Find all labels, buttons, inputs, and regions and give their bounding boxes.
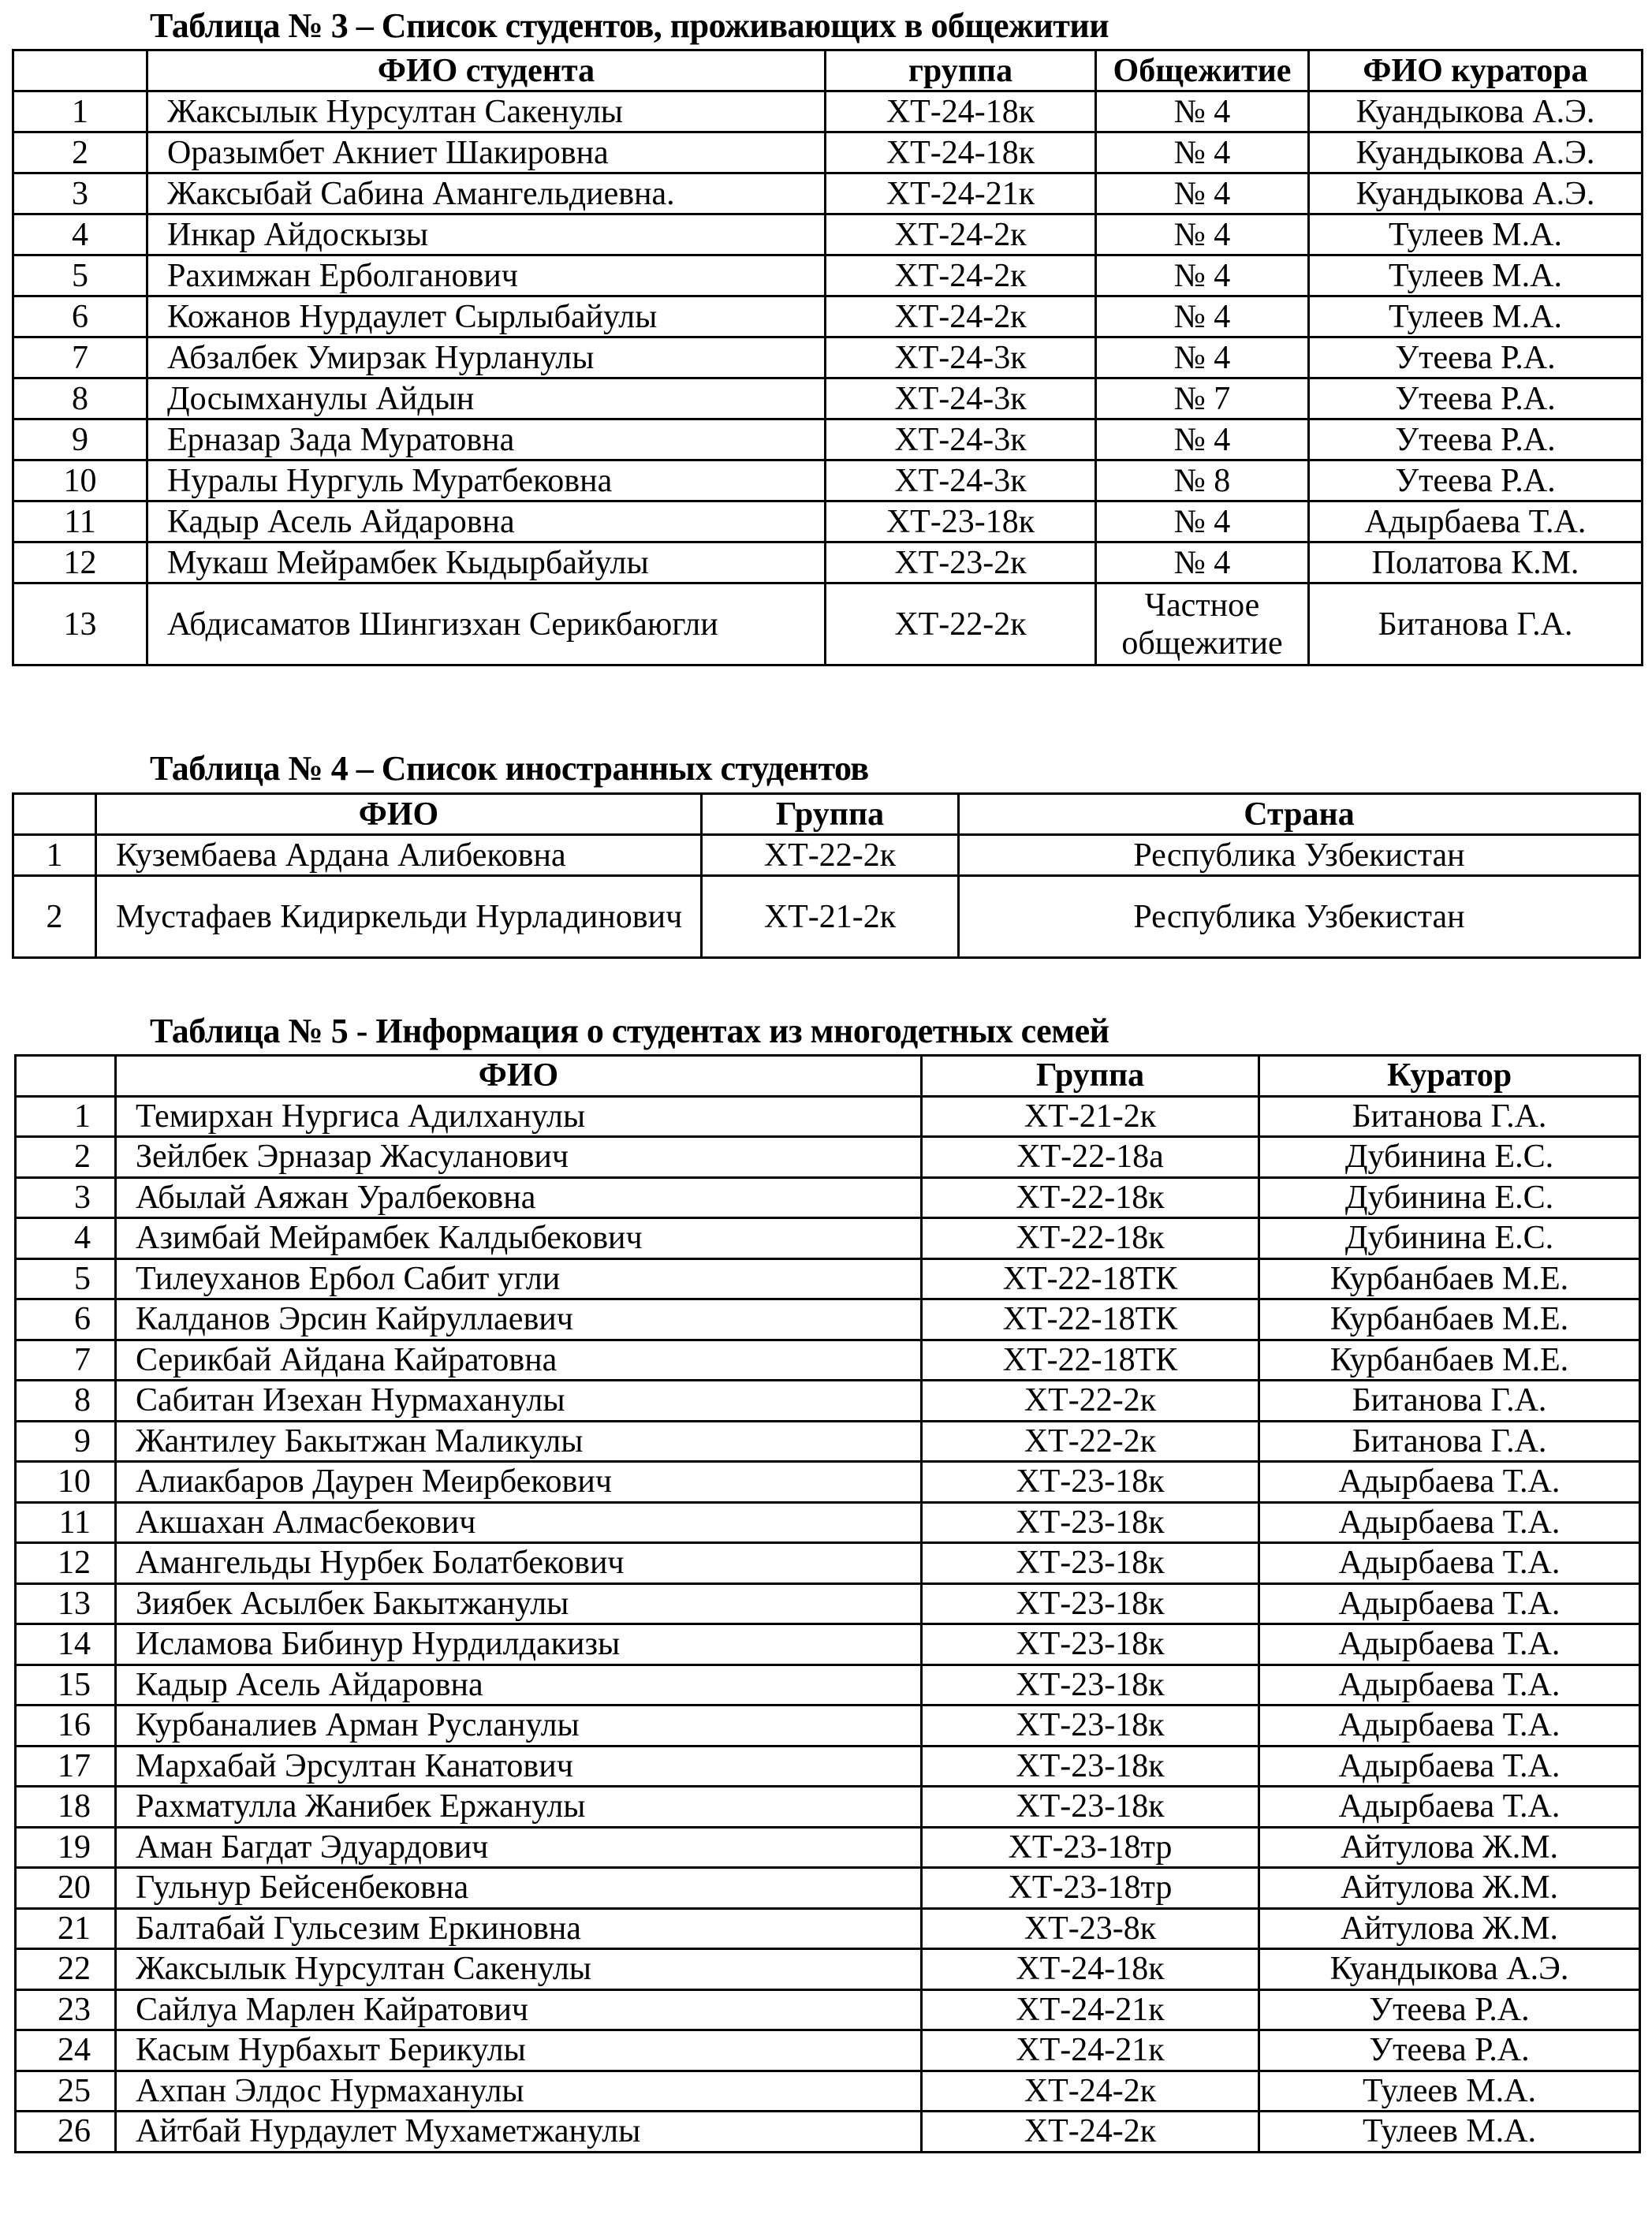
student-name: Жантилеу Бакытжан Маликулы: [116, 1421, 922, 1462]
row-number: 14: [16, 1624, 116, 1665]
row-number: 24: [16, 2030, 116, 2071]
group-code: ХТ-24-2к: [922, 2071, 1259, 2112]
student-name: Мархабай Эрсултан Канатович: [116, 1746, 922, 1787]
row-number: 6: [13, 296, 147, 337]
student-name: Касым Нурбахыт Берикулы: [116, 2030, 922, 2071]
table3-body: [13, 91, 1643, 665]
header-full-name: ФИО: [116, 1056, 922, 1097]
row-number: 2: [16, 1137, 116, 1178]
row-number: 5: [13, 255, 147, 296]
student-name: Рахматулла Жанибек Ержанулы: [116, 1787, 922, 1828]
dormitory: № 7: [1096, 378, 1309, 419]
curator-name: Утеева Р.А.: [1309, 337, 1643, 378]
group-code: ХТ-21-2к: [702, 876, 959, 958]
group-code: ХТ-23-18к: [922, 1543, 1259, 1584]
table5-header-row: [16, 1056, 1640, 1097]
group-code: ХТ-24-21к: [922, 1989, 1259, 2030]
student-name: Абдисаматов Шингизхан Серикбаюгли: [147, 583, 826, 665]
student-name: Амангельды Нурбек Болатбекович: [116, 1543, 922, 1584]
row-number: 12: [16, 1543, 116, 1584]
curator-name: Куандыкова А.Э.: [1309, 91, 1643, 132]
student-name: Алиакбаров Даурен Меирбекович: [116, 1462, 922, 1503]
table-row: [16, 1787, 1640, 1828]
table-row: [16, 1340, 1640, 1381]
group-code: ХТ-23-18к: [922, 1787, 1259, 1828]
student-name: Инкар Айдоскызы: [147, 214, 826, 255]
group-code: ХТ-23-18к: [922, 1624, 1259, 1665]
student-name: Жаксылык Нурсултан Сакенулы: [147, 91, 826, 132]
row-number: 2: [13, 132, 147, 173]
table-row: [16, 1706, 1640, 1747]
table4-header-row: [13, 794, 1640, 835]
curator-name: Адырбаева Т.А.: [1259, 1502, 1640, 1543]
group-code: ХТ-24-18к: [826, 132, 1096, 173]
table-row: [16, 1624, 1640, 1665]
curator-name: Тулеев М.А.: [1259, 2112, 1640, 2153]
table4-foreign-students: [12, 792, 1641, 959]
row-number: 18: [16, 1787, 116, 1828]
row-number: 3: [13, 173, 147, 214]
header-country: Страна: [959, 794, 1640, 835]
header-full-name: ФИО: [96, 794, 702, 835]
group-code: ХТ-22-2к: [826, 583, 1096, 665]
student-name: Рахимжан Ерболганович: [147, 255, 826, 296]
student-name: Ерназар Зада Муратовна: [147, 419, 826, 460]
table-row: [16, 1462, 1640, 1503]
curator-name: Курбанбаев М.Е.: [1259, 1258, 1640, 1299]
curator-name: Адырбаева Т.А.: [1259, 1583, 1640, 1624]
curator-name: Куандыкова А.Э.: [1309, 173, 1643, 214]
curator-name: Адырбаева Т.А.: [1259, 1462, 1640, 1503]
row-number: 10: [16, 1462, 116, 1503]
table-row: [16, 1664, 1640, 1706]
table4-title: Таблица № 4 – Список иностранных студентов: [150, 749, 869, 788]
group-code: ХТ-22-18ТК: [922, 1340, 1259, 1381]
row-number: 22: [16, 1949, 116, 1990]
group-code: ХТ-24-2к: [826, 255, 1096, 296]
curator-name: Адырбаева Т.А.: [1259, 1787, 1640, 1828]
group-code: ХТ-22-2к: [702, 835, 959, 876]
header-group: Группа: [702, 794, 959, 835]
group-code: ХТ-22-2к: [922, 1421, 1259, 1462]
header-number: [13, 50, 147, 91]
group-code: ХТ-23-18тр: [922, 1868, 1259, 1909]
table-row: [16, 1746, 1640, 1787]
table-row: [16, 1218, 1640, 1259]
dormitory: № 4: [1096, 337, 1309, 378]
curator-name: Адырбаева Т.А.: [1259, 1543, 1640, 1584]
table-row: [13, 876, 1640, 958]
student-name: Досымханулы Айдын: [147, 378, 826, 419]
row-number: 17: [16, 1746, 116, 1787]
student-name: Зиябек Асылбек Бакытжанулы: [116, 1583, 922, 1624]
student-name: Нуралы Нургуль Муратбековна: [147, 460, 826, 501]
group-code: ХТ-22-18к: [922, 1177, 1259, 1218]
group-code: ХТ-23-18тр: [922, 1827, 1259, 1868]
curator-name: Дубинина Е.С.: [1259, 1137, 1640, 1178]
header-number: [16, 1056, 116, 1097]
student-name: Жаксыбай Сабина Амангельдиевна.: [147, 173, 826, 214]
row-number: 25: [16, 2071, 116, 2112]
row-number: 26: [16, 2112, 116, 2153]
header-number: [13, 794, 96, 835]
curator-name: Утеева Р.А.: [1309, 419, 1643, 460]
curator-name: Адырбаева Т.А.: [1259, 1624, 1640, 1665]
group-code: ХТ-24-18к: [826, 91, 1096, 132]
curator-name: Адырбаева Т.А.: [1259, 1664, 1640, 1706]
student-name: Балтабай Гульсезим Еркиновна: [116, 1908, 922, 1949]
curator-name: Утеева Р.А.: [1259, 2030, 1640, 2071]
group-code: ХТ-24-3к: [826, 460, 1096, 501]
dormitory: № 4: [1096, 214, 1309, 255]
table-row: [13, 296, 1643, 337]
group-code: ХТ-22-18а: [922, 1137, 1259, 1178]
curator-name: Курбанбаев М.Е.: [1259, 1299, 1640, 1340]
table-row: [13, 583, 1643, 665]
curator-name: Куандыкова А.Э.: [1309, 132, 1643, 173]
header-curator: ФИО куратора: [1309, 50, 1643, 91]
student-name: Абылай Аяжан Уралбековна: [116, 1177, 922, 1218]
country: Республика Узбекистан: [959, 876, 1640, 958]
curator-name: Битанова Г.А.: [1259, 1381, 1640, 1422]
student-name: Серикбай Айдана Кайратовна: [116, 1340, 922, 1381]
group-code: ХТ-24-21к: [922, 2030, 1259, 2071]
dormitory: № 4: [1096, 91, 1309, 132]
row-number: 15: [16, 1664, 116, 1706]
curator-name: Айтулова Ж.М.: [1259, 1908, 1640, 1949]
curator-name: Дубинина Е.С.: [1259, 1177, 1640, 1218]
row-number: 7: [13, 337, 147, 378]
table4-body: [13, 835, 1640, 958]
student-name: Аман Багдат Эдуардович: [116, 1827, 922, 1868]
dormitory: Частное общежитие: [1096, 583, 1309, 665]
group-code: ХТ-24-2к: [826, 214, 1096, 255]
header-group: группа: [826, 50, 1096, 91]
table-row: [16, 1421, 1640, 1462]
curator-name: Айтулова Ж.М.: [1259, 1827, 1640, 1868]
group-code: ХТ-24-3к: [826, 378, 1096, 419]
curator-name: Дубинина Е.С.: [1259, 1218, 1640, 1259]
dormitory: № 4: [1096, 296, 1309, 337]
row-number: 23: [16, 1989, 116, 2030]
table-row: [16, 1868, 1640, 1909]
table3-header-row: [13, 50, 1643, 91]
table-row: [13, 337, 1643, 378]
row-number: 11: [13, 501, 147, 542]
row-number: 9: [13, 419, 147, 460]
row-number: 2: [13, 876, 96, 958]
curator-name: Тулеев М.А.: [1259, 2071, 1640, 2112]
student-name: Жаксылык Нурсултан Сакенулы: [116, 1949, 922, 1990]
student-name: Айтбай Нурдаулет Мухаметжанулы: [116, 2112, 922, 2153]
group-code: ХТ-22-2к: [922, 1381, 1259, 1422]
student-name: Азимбай Мейрамбек Калдыбекович: [116, 1218, 922, 1259]
table-row: [16, 1177, 1640, 1218]
table-row: [16, 1258, 1640, 1299]
group-code: ХТ-24-3к: [826, 337, 1096, 378]
table5-large-family-students: [14, 1054, 1641, 2153]
row-number: 20: [16, 1868, 116, 1909]
student-name: Калданов Эрсин Кайруллаевич: [116, 1299, 922, 1340]
table-row: [13, 542, 1643, 583]
table3-title: Таблица № 3 – Список студентов, проживающих в общежитии: [150, 6, 1109, 45]
student-name: Абзалбек Умирзак Нурланулы: [147, 337, 826, 378]
table-row: [16, 1502, 1640, 1543]
table-row: [13, 255, 1643, 296]
group-code: ХТ-23-18к: [922, 1462, 1259, 1503]
curator-name: Утеева Р.А.: [1259, 1989, 1640, 2030]
row-number: 1: [13, 835, 96, 876]
dormitory: № 8: [1096, 460, 1309, 501]
group-code: ХТ-23-18к: [922, 1664, 1259, 1706]
curator-name: Адырбаева Т.А.: [1259, 1746, 1640, 1787]
student-name: Мукаш Мейрамбек Кыдырбайулы: [147, 542, 826, 583]
table-row: [16, 2071, 1640, 2112]
group-code: ХТ-21-2к: [922, 1096, 1259, 1137]
row-number: 16: [16, 1706, 116, 1747]
row-number: 5: [16, 1258, 116, 1299]
table-row: [16, 1096, 1640, 1137]
group-code: ХТ-23-2к: [826, 542, 1096, 583]
group-code: ХТ-24-3к: [826, 419, 1096, 460]
group-code: ХТ-22-18ТК: [922, 1299, 1259, 1340]
curator-name: Утеева Р.А.: [1309, 460, 1643, 501]
table-row: [13, 835, 1640, 876]
row-number: 3: [16, 1177, 116, 1218]
header-student-name: ФИО студента: [147, 50, 826, 91]
group-code: ХТ-24-21к: [826, 173, 1096, 214]
table-row: [13, 173, 1643, 214]
curator-name: Куандыкова А.Э.: [1259, 1949, 1640, 1990]
row-number: 8: [13, 378, 147, 419]
table5-body: [16, 1096, 1640, 2152]
curator-name: Утеева Р.А.: [1309, 378, 1643, 419]
group-code: ХТ-23-18к: [826, 501, 1096, 542]
curator-name: Адырбаева Т.А.: [1309, 501, 1643, 542]
table-row: [16, 1299, 1640, 1340]
student-name: Кадыр Асель Айдаровна: [147, 501, 826, 542]
student-name: Курбаналиев Арман Русланулы: [116, 1706, 922, 1747]
table-row: [13, 501, 1643, 542]
group-code: ХТ-23-18к: [922, 1746, 1259, 1787]
group-code: ХТ-24-2к: [826, 296, 1096, 337]
dormitory: № 4: [1096, 419, 1309, 460]
dormitory: № 4: [1096, 132, 1309, 173]
table-row: [13, 460, 1643, 501]
dormitory: № 4: [1096, 542, 1309, 583]
curator-name: Полатова К.М.: [1309, 542, 1643, 583]
student-name: Сабитан Изехан Нурмаханулы: [116, 1381, 922, 1422]
table-row: [13, 214, 1643, 255]
student-name: Кадыр Асель Айдаровна: [116, 1664, 922, 1706]
row-number: 1: [13, 91, 147, 132]
row-number: 7: [16, 1340, 116, 1381]
table5-title: Таблица № 5 - Информация о студентах из многодетных семей: [150, 1012, 1109, 1050]
student-name: Ахпан Элдос Нурмаханулы: [116, 2071, 922, 2112]
student-name: Сайлуа Марлен Кайратович: [116, 1989, 922, 2030]
group-code: ХТ-24-2к: [922, 2112, 1259, 2153]
table-row: [13, 419, 1643, 460]
group-code: ХТ-23-18к: [922, 1502, 1259, 1543]
row-number: 1: [16, 1096, 116, 1137]
dormitory: № 4: [1096, 501, 1309, 542]
row-number: 13: [16, 1583, 116, 1624]
row-number: 4: [16, 1218, 116, 1259]
student-name: Кожанов Нурдаулет Сырлыбайулы: [147, 296, 826, 337]
row-number: 4: [13, 214, 147, 255]
group-code: ХТ-23-8к: [922, 1908, 1259, 1949]
row-number: 19: [16, 1827, 116, 1868]
student-name: Тилеуханов Ербол Сабит угли: [116, 1258, 922, 1299]
student-name: Мустафаев Кидиркельди Нурладинович: [96, 876, 702, 958]
curator-name: Битанова Г.А.: [1259, 1421, 1640, 1462]
curator-name: Битанова Г.А.: [1259, 1096, 1640, 1137]
row-number: 9: [16, 1421, 116, 1462]
row-number: 11: [16, 1502, 116, 1543]
header-dormitory: Общежитие: [1096, 50, 1309, 91]
table-row: [16, 1989, 1640, 2030]
table-row: [13, 91, 1643, 132]
student-name: Гульнур Бейсенбековна: [116, 1868, 922, 1909]
curator-name: Адырбаева Т.А.: [1259, 1706, 1640, 1747]
group-code: ХТ-22-18к: [922, 1218, 1259, 1259]
table-row: [16, 1949, 1640, 1990]
group-code: ХТ-23-18к: [922, 1583, 1259, 1624]
table-row: [16, 1381, 1640, 1422]
dormitory: № 4: [1096, 255, 1309, 296]
table-row: [16, 2030, 1640, 2071]
curator-name: Битанова Г.А.: [1309, 583, 1643, 665]
student-name: Кузембаева Ардана Алибековна: [96, 835, 702, 876]
student-name: Оразымбет Акниет Шакировна: [147, 132, 826, 173]
table-row: [16, 1908, 1640, 1949]
table-row: [16, 1543, 1640, 1584]
student-name: Зейлбек Эрназар Жасуланович: [116, 1137, 922, 1178]
table-row: [13, 132, 1643, 173]
curator-name: Тулеев М.А.: [1309, 296, 1643, 337]
header-curator: Куратор: [1259, 1056, 1640, 1097]
group-code: ХТ-22-18ТК: [922, 1258, 1259, 1299]
table-row: [16, 1137, 1640, 1178]
table-row: [16, 2112, 1640, 2153]
row-number: 8: [16, 1381, 116, 1422]
student-name: Исламова Бибинур Нурдилдакизы: [116, 1624, 922, 1665]
row-number: 21: [16, 1908, 116, 1949]
curator-name: Тулеев М.А.: [1309, 214, 1643, 255]
table-row: [16, 1583, 1640, 1624]
table3-dormitory-students: [12, 49, 1643, 666]
row-number: 10: [13, 460, 147, 501]
group-code: ХТ-24-18к: [922, 1949, 1259, 1990]
curator-name: Тулеев М.А.: [1309, 255, 1643, 296]
group-code: ХТ-23-18к: [922, 1706, 1259, 1747]
table-row: [16, 1827, 1640, 1868]
student-name: Акшахан Алмасбекович: [116, 1502, 922, 1543]
curator-name: Айтулова Ж.М.: [1259, 1868, 1640, 1909]
student-name: Темирхан Нургиса Адилханулы: [116, 1096, 922, 1137]
row-number: 6: [16, 1299, 116, 1340]
row-number: 13: [13, 583, 147, 665]
row-number: 12: [13, 542, 147, 583]
header-group: Группа: [922, 1056, 1259, 1097]
curator-name: Курбанбаев М.Е.: [1259, 1340, 1640, 1381]
dormitory: № 4: [1096, 173, 1309, 214]
country: Республика Узбекистан: [959, 835, 1640, 876]
table-row: [13, 378, 1643, 419]
